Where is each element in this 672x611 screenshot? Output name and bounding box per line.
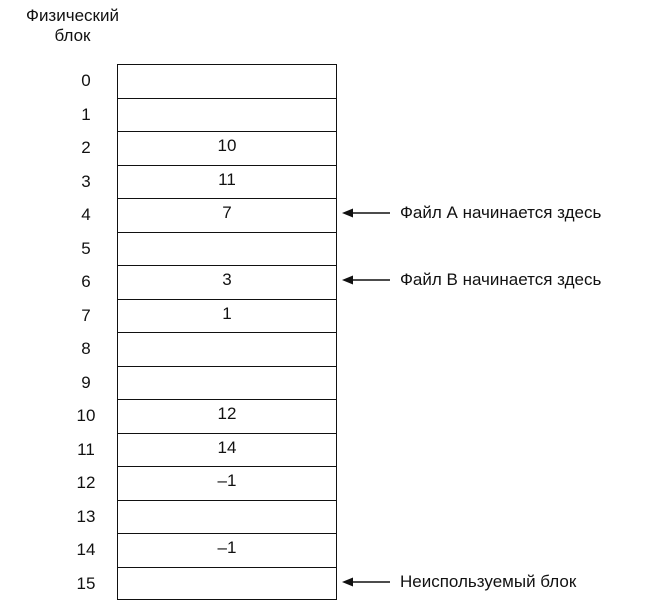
block-number: 8 <box>81 339 91 358</box>
table-row <box>0 198 672 232</box>
block-number: 13 <box>76 506 96 526</box>
table-row <box>0 332 672 366</box>
block-number: 14 <box>76 540 96 559</box>
block-annotation: Неиспользуемый блок <box>400 571 577 591</box>
left-arrow-icon <box>342 274 390 286</box>
block-number: 5 <box>81 238 91 258</box>
block-number: 9 <box>81 372 91 392</box>
block-cell <box>117 64 337 98</box>
table-row <box>0 533 672 567</box>
block-cell: –1 <box>117 466 337 500</box>
block-cell: 10 <box>117 131 337 165</box>
block-cell: –1 <box>117 533 337 567</box>
block-number: 15 <box>76 573 96 593</box>
block-cell <box>117 332 337 366</box>
table-row <box>0 399 672 433</box>
table-row <box>0 366 672 400</box>
block-cell: 1 <box>117 299 337 333</box>
block-cell: 12 <box>117 399 337 433</box>
column-header <box>0 6 145 46</box>
block-cell <box>117 98 337 132</box>
header-line-2: блок <box>54 26 91 45</box>
block-number: 0 <box>81 71 91 90</box>
left-arrow-icon <box>342 207 390 219</box>
block-number: 4 <box>81 205 91 224</box>
block-number: 1 <box>81 104 91 124</box>
block-cell: 11 <box>117 165 337 199</box>
block-number: 3 <box>81 171 91 191</box>
block-cell: 14 <box>117 433 337 467</box>
block-number: 11 <box>77 439 95 459</box>
table-row <box>0 232 672 266</box>
table-row <box>0 466 672 500</box>
block-number: 6 <box>81 272 91 291</box>
block-cell <box>117 567 337 601</box>
table-row <box>0 299 672 333</box>
table-row <box>0 131 672 165</box>
table-row <box>0 567 672 601</box>
table-row <box>0 165 672 199</box>
block-cell <box>117 366 337 400</box>
header-line-1: Физический <box>26 6 119 25</box>
table-row <box>0 433 672 467</box>
table-row <box>0 265 672 299</box>
block-cell <box>117 232 337 266</box>
block-number: 2 <box>81 138 91 157</box>
block-table <box>0 64 672 600</box>
block-annotation: Файл А начинается здесь <box>400 203 602 222</box>
left-arrow-icon <box>342 576 390 588</box>
table-row <box>0 500 672 534</box>
block-number: 10 <box>76 406 96 425</box>
block-cell: 7 <box>117 198 337 232</box>
table-row <box>0 64 672 98</box>
block-number: 12 <box>76 473 96 492</box>
block-cell: 3 <box>117 265 337 299</box>
block-annotation: Файл В начинается здесь <box>400 270 602 289</box>
block-number: 7 <box>81 305 91 325</box>
block-cell <box>117 500 337 534</box>
table-row <box>0 98 672 132</box>
